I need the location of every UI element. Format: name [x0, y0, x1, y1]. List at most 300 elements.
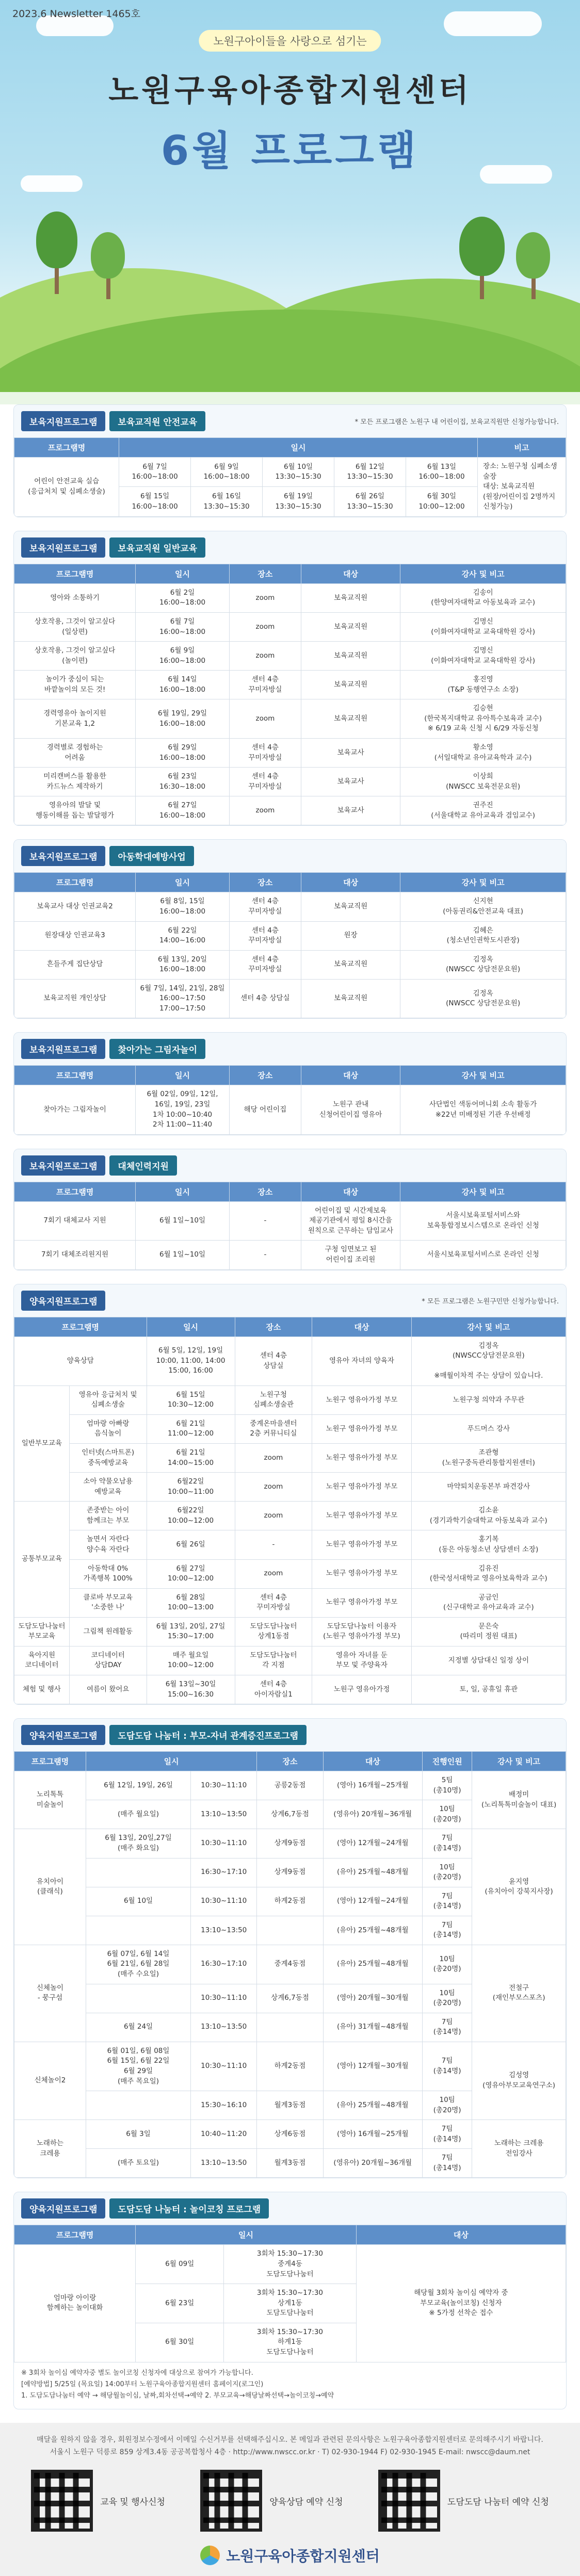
table-cell: 6월 27일 10:00~12:00	[147, 1559, 235, 1588]
table-cell: 6월 21일 11:00~12:00	[147, 1414, 235, 1443]
table-cell: 보육교직원	[301, 979, 400, 1018]
table-cell: 6월22일 10:00~12:00	[147, 1502, 235, 1530]
play-coaching-table	[14, 2225, 566, 2362]
table-cell: 13:10~13:50	[191, 2149, 257, 2178]
col-header: 장소	[257, 1752, 323, 1771]
parenting-table	[14, 1317, 566, 1705]
center-title: 노원구육아종합지원센터	[108, 73, 472, 109]
qr-code-icon[interactable]	[378, 2470, 440, 2532]
table-cell: 노원구 영유아가정 부모	[312, 1588, 411, 1617]
table-cell: 6월 19일, 29일 16:00~18:00	[136, 699, 230, 739]
qr-label: 양육상담 예약 신청	[269, 2497, 343, 2507]
coaching-note: [예약방법] 5/25일 (목요일) 14:00부터 노원구육아종합지원센터 홈페이지(로그인)	[21, 2380, 264, 2388]
table-cell: 센터 4층 상담실	[229, 979, 301, 1018]
table-cell: 6월 13일, 20일,27일 (매주 화요일)	[86, 1829, 190, 1858]
table-cell: 7팀 (총14명)	[423, 1887, 472, 1916]
table-cell: 양육상담	[14, 1336, 147, 1385]
section-note: * 모든 프로그램은 노원구 내 어린이집, 보육교직원만 신청가능합니다.	[355, 418, 559, 426]
table-cell: 6월 29일 16:00~18:00	[136, 739, 230, 768]
table-cell: 황소영 (서일대학교 유아교육학과 교수)	[400, 739, 566, 768]
table-cell: 6월 02일, 09일, 12일, 16일, 19일, 23일 1차 10:00~10:40 2차 11:00~11:40	[136, 1085, 230, 1134]
tree-icon	[91, 232, 125, 279]
table-row	[14, 1336, 566, 1385]
table-cell: 보육교직원	[301, 671, 400, 699]
table-cell: 10팀 (총20명)	[423, 1800, 472, 1829]
table-cell: 15:30~16:10	[191, 2091, 257, 2120]
table-row	[14, 892, 566, 921]
section-tag: 보육지원프로그램	[21, 411, 105, 431]
table-cell: 김정옥 (NWSCC 상담전문요원)	[400, 950, 566, 979]
table-cell: 중계4동점	[257, 1945, 323, 1984]
col-header: 장소	[229, 1066, 301, 1085]
table-cell: 센터 4층 꾸미자방실	[229, 739, 301, 768]
section-tag: 양육지원프로그램	[21, 1291, 105, 1311]
col-header: 강사 및 비고	[400, 873, 566, 892]
table-row	[14, 1241, 566, 1269]
table-cell: 센터 4층 꾸미자방실	[229, 921, 301, 950]
table-cell: 10:30~11:10	[191, 1984, 257, 2013]
table-cell: 보육교사	[301, 796, 400, 825]
table-cell: 전철구 (재인부모스포츠)	[472, 1945, 566, 2042]
table-cell: 영아와 소통하기	[14, 583, 136, 612]
table-cell: 6월 22일 14:00~16:00	[136, 921, 230, 950]
table-cell: (영아) 12개월~24개월	[323, 1887, 422, 1916]
target-cell: 해당월 3회차 놀이심 예약자 중 부모교육(놀이코칭) 신청자 ※ 5가정 선착순 접수	[356, 2245, 566, 2362]
table-cell: 10:30~11:10	[191, 1887, 257, 1916]
table-cell: 7팀 (총14명)	[423, 2149, 472, 2178]
section-subtag: 아동학대예방사업	[109, 846, 194, 866]
table-cell: 노래하는 크레용	[14, 2120, 86, 2178]
table-cell: 6월 26일	[147, 1530, 235, 1559]
time-cell: 3회차 15:30~17:30 하계1동 도담도담나눔터	[224, 2323, 357, 2362]
table-cell: 여름이 왔어요	[69, 1675, 147, 1704]
table-cell: 그림책 원레활동	[69, 1617, 147, 1646]
col-header: 대상	[356, 2225, 566, 2245]
table-cell: 김소윤 (경기과학기술대학교 아동보육과 교수)	[411, 1502, 566, 1530]
section-play-coaching	[13, 2192, 567, 2409]
table-cell: 13:10~13:50	[191, 2013, 257, 2042]
col-header: 프로그램명	[14, 438, 119, 458]
table-cell: 노원구 영유아가정 부모	[312, 1559, 411, 1588]
table-cell	[86, 2091, 190, 2120]
table-cell: 공통부모교육	[14, 1502, 70, 1618]
table-cell: 5팀 (총10명)	[423, 1771, 472, 1800]
table-cell: 하계2동점	[257, 2042, 323, 2091]
section-subtag: 찾아가는 그림자놀이	[109, 1039, 205, 1059]
table-cell	[86, 1858, 190, 1887]
table-cell: 6월 8일, 15일 16:00~18:00	[136, 892, 230, 921]
col-header: 강사 및 비고	[400, 1182, 566, 1201]
table-cell: 노리톡톡 미술놀이	[14, 1771, 86, 1829]
table-cell: 상호작용, 그것이 알고싶다 (일상편)	[14, 612, 136, 641]
table-cell: -	[229, 1201, 301, 1241]
section-abuse-prevention	[13, 839, 567, 1019]
qr-label: 도담도담 나눔터 예약 신청	[447, 2497, 549, 2507]
table-cell: 경력영유아 놀이지원 기본교육 1,2	[14, 699, 136, 739]
col-header: 일시	[136, 2225, 357, 2245]
table-cell: 7회기 대체교사 지원	[14, 1201, 136, 1241]
col-header: 비고	[477, 438, 566, 458]
table-cell: 영유아 자녀의 양육자	[312, 1336, 411, 1385]
col-header: 대상	[312, 1317, 411, 1336]
date-cell: 6월 16일 13:30~15:30	[191, 487, 263, 516]
table-cell: zoom	[235, 1502, 312, 1530]
col-header: 장소	[229, 1182, 301, 1201]
table-cell: 엄마랑 아빠랑 음식놀이	[69, 1414, 147, 1443]
table-cell: 하계2동점	[257, 1887, 323, 1916]
col-header: 일시	[136, 873, 230, 892]
qr-code-icon[interactable]	[31, 2470, 93, 2532]
date-cell: 6월 12일 13:30~15:30	[334, 458, 406, 487]
table-cell: 찾아가는 그림자놀이	[14, 1085, 136, 1134]
table-cell: (영아) 16개월~25개월	[323, 2120, 422, 2149]
table-row	[14, 612, 566, 641]
qr-education[interactable]	[31, 2470, 165, 2532]
table-row	[14, 1588, 566, 1617]
table-cell: 김정옥 (NWSCC상담전문요원) ※매월이차적 주는 상담이 있습니다.	[411, 1336, 566, 1385]
table-cell: 6월 13일, 20일, 27일 15:30~17:00	[147, 1617, 235, 1646]
col-header: 프로그램명	[14, 1182, 136, 1201]
section-tag: 양육지원프로그램	[21, 2198, 105, 2219]
table-cell: -	[229, 1241, 301, 1269]
table-row	[14, 1617, 566, 1646]
table-cell: 10팀 (총20명)	[423, 1984, 472, 2013]
table-cell: 6월 14일 16:00~18:00	[136, 671, 230, 699]
table-cell: 흔들주게 집단상담	[14, 950, 136, 979]
col-header: 강사 및 비고	[400, 1066, 566, 1085]
time-cell: 3회차 15:30~17:30 중계4동 도담도담나눔터	[224, 2245, 357, 2284]
table-cell: 상계6동점	[257, 2120, 323, 2149]
table-row	[14, 1502, 566, 1530]
footer-address: 서울시 노원구 덕릉로 859 상계3.4동 공공복합청사 4층 · http://www.nwscc.or.kr · T) 02-930-1944 F) 02-930-1945 E-mail: nwscc@daum.net	[50, 2448, 530, 2456]
table-cell: 6월 21일 14:00~15:00	[147, 1444, 235, 1473]
qr-label: 교육 및 행사신청	[100, 2497, 165, 2507]
table-cell	[86, 1984, 190, 2013]
slogan: 노원구아이들을 사랑으로 섬기는	[199, 30, 381, 52]
table-cell: 김정옥 (NWSCC 상담전문요원)	[400, 979, 566, 1018]
table-cell: 신체놀이 - 뭉구섬	[14, 1945, 86, 2042]
table-row	[14, 950, 566, 979]
section-subtag: 도담도담 나눔터 : 부모-자녀 관계증진프로그램	[109, 1725, 307, 1745]
table-cell: 10:40~11:20	[191, 2120, 257, 2149]
table-cell: 노원구 영유아가정 부모	[312, 1444, 411, 1473]
section-subtag: 도담도담 나눔터 : 놀이코칭 프로그램	[109, 2198, 269, 2219]
table-cell: 김유진 (한국성서대학교 영유아보육학과 교수)	[411, 1559, 566, 1588]
table-cell: (매주 토요일)	[86, 2149, 190, 2178]
date-cell: 6월 9일 16:00~18:00	[191, 458, 263, 487]
table-cell: 구청 임면보고 된 어린이집 조리원	[301, 1241, 400, 1269]
table-row	[14, 1646, 566, 1675]
section-tag: 보육지원프로그램	[21, 537, 105, 558]
table-cell: 소아 약물오남용 예방교육	[69, 1473, 147, 1502]
col-header: 일시	[136, 564, 230, 583]
table-cell: 6월 7일, 14일, 21일, 28일 16:00~17:50 17:00~17:50	[136, 979, 230, 1018]
table-cell: 조관형 (노원구중독관리통합지원센터)	[411, 1444, 566, 1473]
table-cell: 6월 28일 10:00~13:00	[147, 1588, 235, 1617]
col-header: 장소	[229, 873, 301, 892]
table-cell	[257, 2013, 323, 2042]
shadow-play-table	[14, 1065, 566, 1134]
col-header: 대상	[323, 1752, 422, 1771]
dodam-table	[14, 1751, 566, 2178]
table-cell: 아동학대 0% 가족행복 100%	[69, 1559, 147, 1588]
table-cell: 놀면서 자란다 양수육 자란다	[69, 1530, 147, 1559]
section-substitute	[13, 1149, 567, 1270]
table-cell: 상계9동점	[257, 1858, 323, 1887]
table-cell: 보육교사	[301, 739, 400, 768]
table-cell: 신지현 (아동권리&안전교육 대표)	[400, 892, 566, 921]
table-cell: (영유아) 20개월~36개월	[323, 1800, 422, 1829]
table-cell: 보육교직원	[301, 612, 400, 641]
col-header: 일시	[136, 1182, 230, 1201]
table-cell: 6월22일 10:00~11:00	[147, 1473, 235, 1502]
table-cell: 배정미 (노리톡톡미술놀이 대표)	[472, 1771, 566, 1829]
table-cell: 보육교직원	[301, 642, 400, 671]
table-row	[14, 1530, 566, 1559]
table-row	[14, 1559, 566, 1588]
program-name: 어린이 안전교육 실습 (응급처치 및 심폐소생술)	[14, 458, 119, 517]
table-cell: 윤지영 (유치아이 강북지사장)	[472, 1829, 566, 1945]
table-cell: 노원구 관내 신청어린이집 영유아	[301, 1085, 400, 1134]
table-cell: 공릉2동점	[257, 1771, 323, 1800]
section-general-education	[13, 531, 567, 826]
table-cell: 체험 및 행사	[14, 1675, 70, 1704]
table-row	[14, 1385, 566, 1414]
table-cell: 6월 10일	[86, 1887, 190, 1916]
table-cell: 센터 4층 꾸미자방실	[235, 1588, 312, 1617]
table-body	[14, 1336, 566, 1704]
date-cell: 6월 7일 16:00~18:00	[119, 458, 191, 487]
col-header: 프로그램명	[14, 2225, 136, 2245]
coaching-note: ※ 3회차 놀이심 예약자중 별도 놀이코칭 신청자에 대상으로 참여가 가능합니다.	[21, 2369, 253, 2377]
table-cell: 6월 13일~30일 15:00~16:30	[147, 1675, 235, 1704]
table-cell: zoom	[235, 1559, 312, 1588]
table-cell: 도담도담나눔터 각 지점	[235, 1646, 312, 1675]
col-header: 일시	[136, 1066, 230, 1085]
qr-counseling[interactable]	[200, 2470, 343, 2532]
table-cell: 중계온마을센터 2층 커뮤니티실	[235, 1414, 312, 1443]
table-row	[14, 739, 566, 768]
table-cell: 원장	[301, 921, 400, 950]
table-cell: 공금인 (신구대학교 유아교육과 교수)	[411, 1588, 566, 1617]
newsletter-issue: 2023.6 Newsletter 1465호	[12, 8, 140, 20]
table-cell: 센터 4층 상담실	[235, 1336, 312, 1385]
table-cell: 노원구 영유아가정 부모	[312, 1502, 411, 1530]
table-cell: 13:10~13:50	[191, 1800, 257, 1829]
table-cell: 상계9동점	[257, 1829, 323, 1858]
table-cell: 노원구 영유아가정 부모	[312, 1473, 411, 1502]
table-cell: 6월 24일	[86, 2013, 190, 2042]
table-cell: 경력별로 경험하는 어려움	[14, 739, 136, 768]
tree-icon	[459, 217, 505, 276]
table-cell: 6월 2일 16:00~18:00	[136, 583, 230, 612]
table-cell: 영유아 자녀를 둔 부모 및 주양육자	[312, 1646, 411, 1675]
table-cell: 7팀 (총14명)	[423, 1916, 472, 1945]
table-row	[14, 1085, 566, 1134]
table-cell: 10팀 (총20명)	[423, 2091, 472, 2120]
table-cell: 권주진 (서울대학교 유아교육과 겸임교수)	[400, 796, 566, 825]
date-cell: 6월 13일 16:00~18:00	[406, 458, 477, 487]
date-cell: 6월 30일 10:00~12:00	[406, 487, 477, 516]
table-cell: 6월 23일 16:30~18:00	[136, 768, 230, 796]
program-name: 엄마랑 아이랑 함께하는 놀이대화	[14, 2245, 136, 2362]
table-cell: 10:30~11:10	[191, 1829, 257, 1858]
table-cell: 6월 5일, 12일, 19일 10:00, 11:00, 14:00 15:00, 16:00	[147, 1336, 235, 1385]
table-body	[14, 892, 566, 1018]
qr-code-icon[interactable]	[200, 2470, 262, 2532]
table-cell: 해당 어린이집	[229, 1085, 301, 1134]
table-cell: 7팀 (총14명)	[423, 2013, 472, 2042]
table-cell: 영유아의 발달 및 행동이해를 돕는 발달평가	[14, 796, 136, 825]
table-cell: 도담도담나눔터 부모교육	[14, 1617, 70, 1646]
table-cell: 보육교사 대상 인권교육2	[14, 892, 136, 921]
table-cell: 노원구 영유아가정	[312, 1675, 411, 1704]
center-logo-icon	[200, 2546, 220, 2565]
table-cell: zoom	[229, 699, 301, 739]
table-row	[14, 671, 566, 699]
col-header: 일시	[147, 1317, 235, 1336]
qr-dodam[interactable]	[378, 2470, 549, 2532]
table-cell: 월계3동점	[257, 2091, 323, 2120]
table-cell: zoom	[229, 796, 301, 825]
table-cell: 16:30~17:10	[191, 1945, 257, 1984]
table-cell: 지정별 상담대신 일정 상이	[411, 1646, 566, 1675]
date-cell: 6월 23일	[136, 2284, 224, 2323]
table-cell: 6월 27일 16:00~18:00	[136, 796, 230, 825]
col-header: 대상	[301, 564, 400, 583]
section-tag: 양육지원프로그램	[21, 1725, 105, 1745]
date-cell: 6월 10일 13:30~15:30	[263, 458, 334, 487]
section-subtag: 보육교직원 일반교육	[109, 537, 205, 558]
table-cell: (유아) 25개월~48개월	[323, 2091, 422, 2120]
col-header: 대상	[301, 873, 400, 892]
table-cell: 16:30~17:10	[191, 1858, 257, 1887]
table-cell: 존중받는 아이 함께크는 부모	[69, 1502, 147, 1530]
date-cell: 6월 19일 13:30~15:30	[263, 487, 334, 516]
abuse-prevention-table	[14, 872, 566, 1018]
section-parenting-support	[13, 1284, 567, 1705]
col-header: 대상	[301, 1182, 400, 1201]
table-cell: 김혜은 (청소년인권학도시관장)	[400, 921, 566, 950]
table-cell: zoom	[235, 1473, 312, 1502]
table-cell: 보육교직원 개인상담	[14, 979, 136, 1018]
table-cell: 매주 월요일 10:00~12:00	[147, 1646, 235, 1675]
table-cell: 신체놀이2	[14, 2042, 86, 2120]
table-cell: 원장대상 인권교육3	[14, 921, 136, 950]
table-cell: (영유아) 20개월~36개월	[323, 2149, 422, 2178]
col-header: 일시	[119, 438, 478, 458]
table-cell: 10:30~11:10	[191, 1771, 257, 1800]
table-cell: -	[235, 1530, 312, 1559]
table-cell: 상계6,7동점	[257, 1984, 323, 2013]
date-cell: 6월 26일 13:30~15:30	[334, 487, 406, 516]
table-cell: 상호작용, 그것이 알고싶다 (놀이편)	[14, 642, 136, 671]
table-cell: (영아) 12개월~30개월	[323, 2042, 422, 2091]
table-cell: 유치아이 (클래식)	[14, 1829, 86, 1945]
tree-icon	[36, 211, 77, 268]
tree-icon	[516, 232, 550, 279]
table-cell: 6월 7일 16:00~18:00	[136, 612, 230, 641]
section-subtag: 보육교직원 안전교육	[109, 411, 205, 431]
table-row	[14, 921, 566, 950]
table-cell: 보육교직원	[301, 699, 400, 739]
center-logo-text: 노원구육아종합지원센터	[226, 2548, 380, 2565]
table-row	[14, 768, 566, 796]
table-cell: 김성영 (영유아부모교육연구소)	[472, 2042, 566, 2120]
table-cell: 6월 9일 16:00~18:00	[136, 642, 230, 671]
table-cell: 노원구청 심폐소생술관	[235, 1385, 312, 1414]
table-cell: 센터 4층 꾸미자방실	[229, 671, 301, 699]
table-cell: 인터넷(스마트폰) 중독예방교육	[69, 1444, 147, 1473]
table-cell: zoom	[229, 642, 301, 671]
table-cell: 마약퇴치운동본부 파견강사	[411, 1473, 566, 1502]
table-cell: 상계6,7동점	[257, 1800, 323, 1829]
section-subtag: 대체인력지원	[109, 1155, 177, 1176]
table-cell: (매주 월요일)	[86, 1800, 190, 1829]
table-cell: 육아지원 코디네이터	[14, 1646, 70, 1675]
table-row	[14, 1675, 566, 1704]
hero-banner	[0, 0, 580, 392]
table-cell: 문은숙 (따리미 정원 대표)	[411, 1617, 566, 1646]
section-tag: 보육지원프로그램	[21, 846, 105, 866]
table-cell: 10:30~11:10	[191, 2042, 257, 2091]
safety-table	[14, 437, 566, 517]
table-cell: 7회기 대체조리원지원	[14, 1241, 136, 1269]
table-row	[14, 1829, 566, 1858]
table-cell: 토, 일, 공휴일 휴관	[411, 1675, 566, 1704]
section-tag: 보육지원프로그램	[21, 1039, 105, 1059]
col-header: 강사 및 비고	[400, 564, 566, 583]
section-shadow-play	[13, 1032, 567, 1135]
col-header: 프로그램명	[14, 1752, 86, 1771]
table-body	[14, 583, 566, 825]
col-header: 프로그램명	[14, 873, 136, 892]
table-row	[14, 1201, 566, 1241]
table-row	[14, 1473, 566, 1502]
table-cell: zoom	[229, 612, 301, 641]
table-cell: 10팀 (총20명)	[423, 1945, 472, 1984]
table-cell: 노원구 영유아가정 부모	[312, 1530, 411, 1559]
section-safety-education	[13, 404, 567, 517]
footer-notice: 매달을 원하지 않을 경우, 회원정보수정에서 이메일 수신거부를 선택해주십시오. 본 메일과 관련된 문의사항은 노원구육아종합지원센터로 문의해주시기 바랍니다.	[37, 2435, 543, 2444]
table-cell: 김승현 (한국복지대학교 유아특수보육과 교수) ※ 6/19 교육 신청 시 6/29 자동신청	[400, 699, 566, 739]
table-cell: 센터 4층 꾸미자방실	[229, 768, 301, 796]
table-cell: 영유아 응급처치 및 심폐소생술	[69, 1385, 147, 1414]
table-cell: 노원구 영유아가정 부모	[312, 1385, 411, 1414]
col-header: 일시	[86, 1752, 256, 1771]
table-body	[14, 1771, 566, 2178]
table-cell: 6월 3일	[86, 2120, 190, 2149]
table-cell: 도담도담나눔터 상계1동점	[235, 1617, 312, 1646]
table-row	[14, 2120, 566, 2149]
table-cell: 김명신 (이화여자대학교 교육대학원 강사)	[400, 642, 566, 671]
table-row	[14, 642, 566, 671]
table-cell: 홍기복 (동은 아동청소년 상담센터 소장)	[411, 1530, 566, 1559]
table-cell: (영아) 16개월~25개월	[323, 1771, 422, 1800]
table-cell: 일반부모교육	[14, 1385, 70, 1502]
section-tag: 보육지원프로그램	[21, 1155, 105, 1176]
table-cell: 7팀 (총14명)	[423, 1829, 472, 1858]
program-title: 6월 프로그램	[160, 128, 420, 174]
col-header: 대상	[301, 1066, 400, 1085]
general-education-table	[14, 564, 566, 826]
date-cell: 6월 30일	[136, 2323, 224, 2362]
table-cell: zoom	[235, 1444, 312, 1473]
col-header: 프로그램명	[14, 1317, 147, 1336]
table-cell: 6월 15일 10:30~12:00	[147, 1385, 235, 1414]
table-body	[14, 1201, 566, 1269]
table-cell: 13:10~13:50	[191, 1916, 257, 1945]
